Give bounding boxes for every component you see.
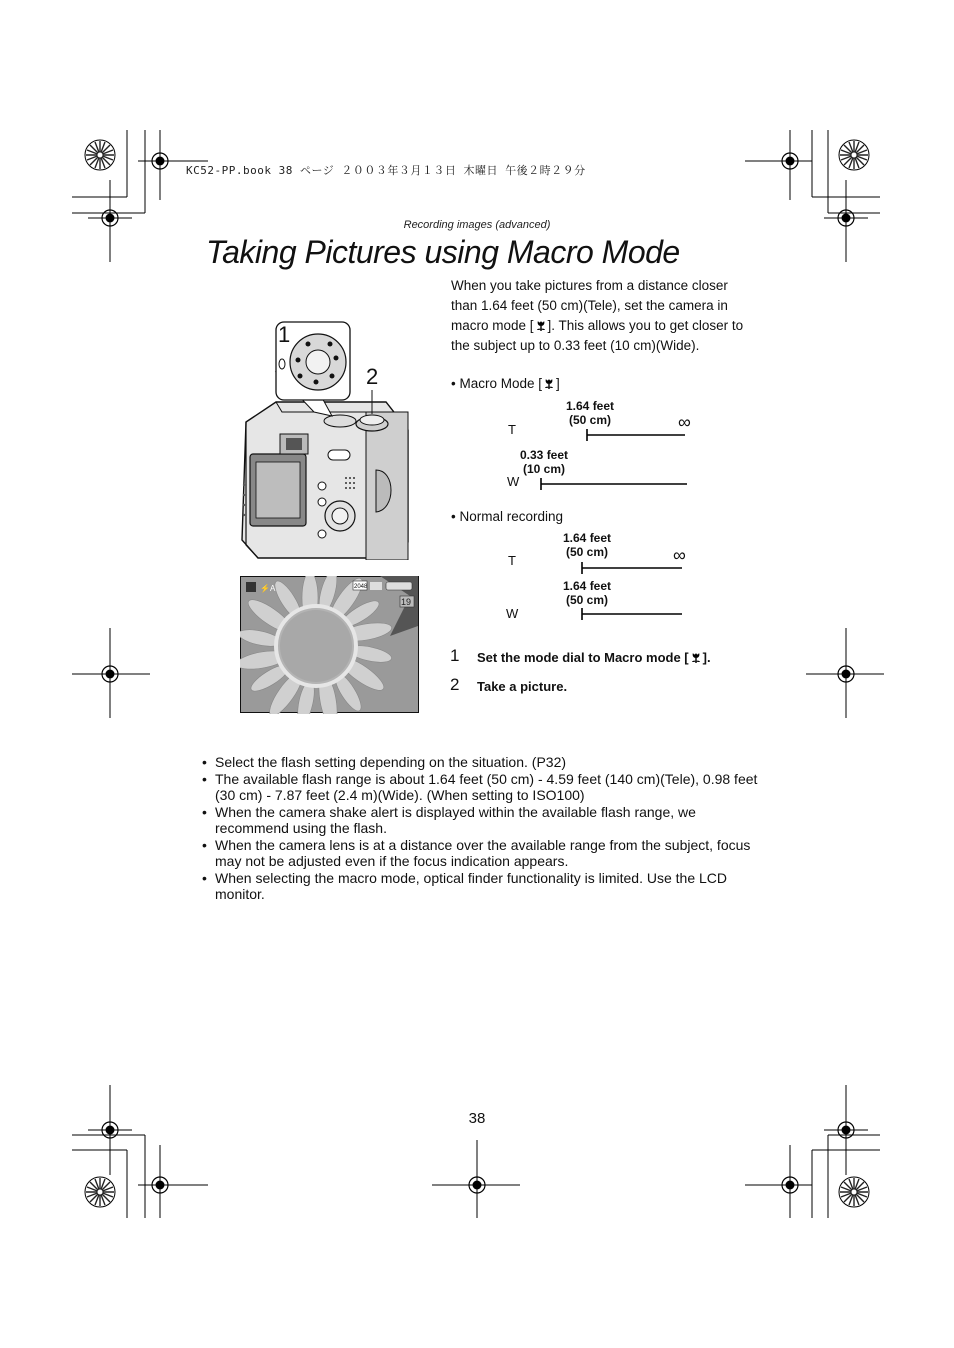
normal-wide-label: W bbox=[506, 606, 519, 621]
page-number: 38 bbox=[468, 1110, 486, 1127]
macro-tele-distance bbox=[566, 399, 614, 427]
macro-tele-label: T bbox=[508, 422, 516, 437]
macro-wide-cm: (10 cm) bbox=[523, 462, 566, 476]
normal-tele-feet: 1.64 feet bbox=[563, 531, 612, 545]
macro-tele-feet: 1.64 feet bbox=[566, 399, 615, 413]
normal-wide-feet: 1.64 feet bbox=[563, 579, 612, 593]
shots-remaining: 19 bbox=[401, 597, 412, 607]
normal-tele-label: T bbox=[508, 553, 516, 568]
print-header: KC52-PP.book 38 ページ ２００３年３月１３日 木曜日 午後２時２９分 bbox=[186, 164, 586, 177]
macro-flower-icon bbox=[535, 320, 547, 332]
normal-wide-range-line bbox=[580, 607, 684, 621]
quality-icon bbox=[370, 582, 382, 590]
note-item: • When selecting the macro mode, optical finder functionality is limited. Use the LCD monitor. bbox=[202, 870, 762, 903]
macro-wide-feet: 0.33 feet bbox=[520, 448, 569, 462]
normal-tele-range-line bbox=[580, 561, 684, 575]
macro-flower-icon bbox=[543, 378, 555, 390]
intro-text-2: ]. This allows you to get closer to the subject up to 0.33 feet (10 cm)(Wide). bbox=[451, 318, 744, 353]
macro-mode-label-text: • Macro Mode [ bbox=[451, 376, 543, 391]
step-1-text bbox=[477, 650, 711, 665]
notes-list bbox=[202, 754, 762, 903]
note-item: • The available flash range is about 1.64 feet (50 cm) - 4.59 feet (140 cm)(Tele), 0.98 feet (30 cm) - 7.87 feet (2.4 m)(Wide). (When setting to ISO100) bbox=[202, 771, 762, 804]
step-2-number: 2 bbox=[450, 675, 460, 694]
macro-flower-icon bbox=[690, 652, 702, 664]
normal-tele-infinity: ∞ bbox=[673, 545, 686, 565]
step-1-text-start: Set the mode dial to Macro mode [ bbox=[477, 650, 689, 665]
page-title: Taking Pictures using Macro Mode bbox=[206, 234, 680, 270]
callout-1: 1 bbox=[278, 322, 291, 347]
intro-paragraph bbox=[451, 276, 751, 356]
macro-wide-distance bbox=[520, 448, 568, 476]
step-1-text-end: ]. bbox=[702, 650, 711, 665]
intro-text-1: When you take pictures from a distance closer than 1.64 feet (50 cm)(Tele), set the camera in macro mode [ bbox=[451, 278, 728, 333]
macro-tele-range-line bbox=[585, 428, 687, 442]
macro-tele-infinity: ∞ bbox=[678, 412, 691, 432]
step-1-number: 1 bbox=[450, 646, 460, 665]
note-item: • When the camera lens is at a distance over the available range from the subject, focus may not be adjusted even if the focus indication appears. bbox=[202, 837, 762, 870]
camera-illustration bbox=[236, 320, 416, 560]
normal-tele-distance bbox=[563, 531, 611, 559]
macro-wide-range-line bbox=[539, 477, 689, 491]
lcd-preview bbox=[240, 576, 420, 714]
resolution-indicator: 2048 bbox=[354, 584, 368, 590]
normal-recording-label: • Normal recording bbox=[451, 509, 564, 524]
macro-mode-label bbox=[451, 376, 560, 391]
macro-indicator-icon bbox=[246, 582, 256, 592]
section-label: Recording images (advanced) bbox=[403, 219, 551, 231]
callout-2: 2 bbox=[366, 364, 379, 389]
normal-tele-cm: (50 cm) bbox=[566, 545, 609, 559]
macro-tele-cm: (50 cm) bbox=[569, 413, 612, 427]
note-item: • When the camera shake alert is displayed within the available flash range, we recommend using the flash. bbox=[202, 804, 762, 837]
macro-mode-label-close: ] bbox=[556, 376, 560, 391]
normal-wide-distance bbox=[563, 579, 611, 607]
normal-wide-cm: (50 cm) bbox=[566, 593, 609, 607]
macro-wide-label: W bbox=[507, 474, 520, 489]
battery-icon bbox=[386, 582, 412, 590]
flash-auto-icon: ⚡A bbox=[260, 584, 276, 593]
step-2-text: Take a picture. bbox=[477, 679, 568, 694]
note-item: • Select the flash setting depending on the situation. (P32) bbox=[202, 754, 762, 771]
